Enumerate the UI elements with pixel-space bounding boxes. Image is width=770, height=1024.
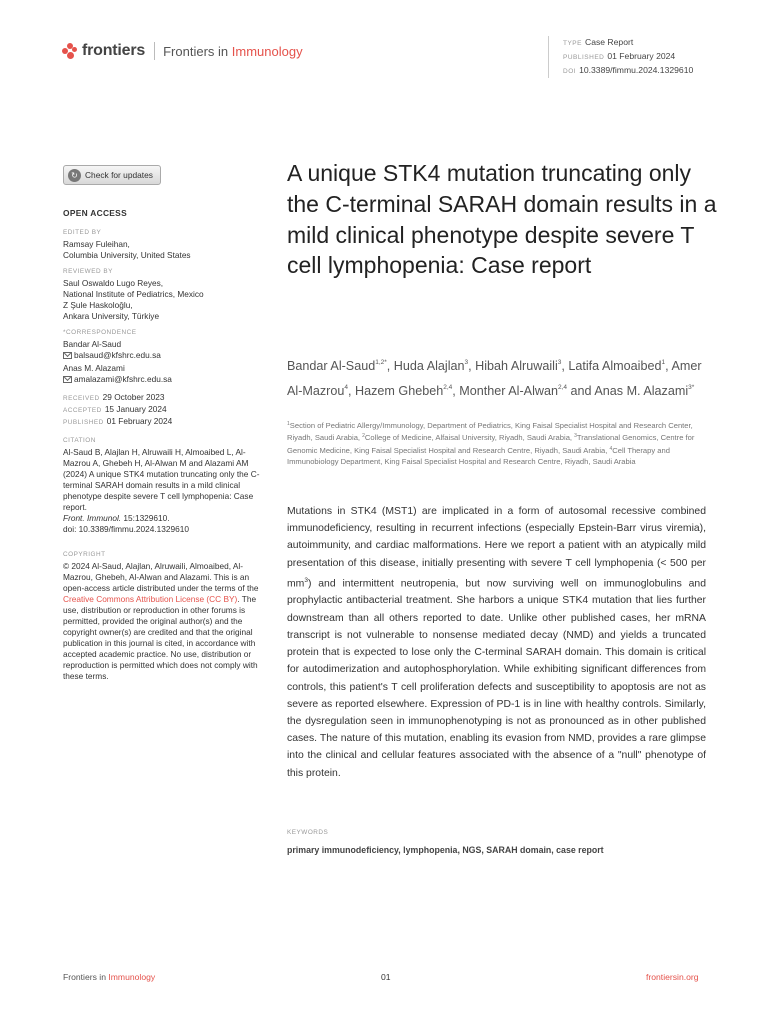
author-list: Bandar Al-Saud$^{1,2*}$, Huda Alajlan$^3$, Hibah Alruwaili$^3$, Latifa Almoaibed$^1$, Amer Al-Mazrou$^4$, Hazem Ghebeh$^{2,4}$, Monther Al-Alwan$^{2,4}$ and Anas M. Alazami$^{3*}$ — [287, 359, 702, 398]
journal-brand — [62, 40, 303, 62]
frontiers-logo-icon — [62, 43, 78, 59]
email-icon — [63, 376, 72, 383]
author[interactable]: Huda Alajlan$^3$ — [393, 359, 469, 373]
abstract: Mutations in STK4 (MST1) are implicated in a form of autosomal recessive combined immunodeficiency, resulting in recurrent infections (especially Epstein-Barr virus viremia), autoimmunity, and cardiac malformations. Here we report a patient with an atypically mild presentation of this disease, initially presenting with severe T cell lymphopenia (< 500 per $mm^3$) and intermittent neutropenia, but now surviving well on immunoglobulins and prophylactic antibacterial treatment. She harbors a unique STK4 mutation that lies further downstream than all others reported to date. Unlike other published cases, her mRNA transcript is not vulnerable to nonsense mediated decay (NMD) and yields a truncated protein that is expected to lose only the C-terminal SARAH domain. This domain is critical for autodimerization and autophosphorylation. While exhibiting significant differences from controls, this patient's T cell proliferation defects and susceptibility to apoptosis are not as severe as reported elsewhere. Expression of PD-1 is in line with healthy controls. Similarly, the dysregulation seen in immunophenotyping is not as pronounced as in other published cases. The nature of this mutation, enabling its evasion from NMD, provides a rare glimpse into the clinical and cellular features associated with the absence of a "null" phenotype of this protein. — [287, 506, 706, 779]
keywords: primary immunodeficiency, lymphopenia, NGS, SARAH domain, case report — [287, 845, 604, 855]
check-updates-button[interactable]: ↻ Check for updates — [63, 165, 161, 185]
email-link[interactable]: amalazami@kfshrc.edu.sa — [74, 374, 172, 384]
keywords-label: KEYWORDS — [287, 829, 329, 836]
received-date: 29 October 2023 — [102, 392, 165, 402]
affiliations: $^1$Section of Pediatric Allergy/Immunology, Department of Pediatrics, King Faisal Specialist Hospital and Research Center, Riyadh, Saudi Arabia, $^2$College of Medicine, Alfaisal University, Riyadh, Saudi Arabia, $^3$Translational Genomics, Centre for Genomic Medicine, King Faisal Specialist Hospital and Research Centre, Riyadh, Saudi Arabia, $^4$Cell Therapy and Immunobiology Department, King Faisal Specialist Hospital and Research Centre, Riyadh, Saudi Arabia — [287, 421, 695, 467]
license-link[interactable]: Creative Commons Attribution License (CC BY) — [63, 594, 238, 604]
brand-name: frontiers — [82, 42, 146, 59]
article-meta: TYPE Case Report PUBLISHED 01 February 2024 DOI 10.3389/fimmu.2024.1329610 — [548, 36, 693, 78]
reviewed-by-section: REVIEWED BY Saul Oswaldo Lugo Reyes, National Institute of Pediatrics, Mexico Z Şule Haskoloğlu, Ankara University, Türkiye — [63, 268, 204, 321]
refresh-icon: ↻ — [68, 169, 81, 182]
article-type: Case Report — [584, 37, 634, 47]
accepted-date: 15 January 2024 — [104, 404, 167, 414]
author[interactable]: Hibah Alruwaili$^3$ — [475, 359, 562, 373]
brand-divider — [154, 42, 155, 60]
copyright-section: COPYRIGHT © 2024 Al-Saud, Alajlan, Alruwaili, Almoaibed, Al-Mazrou, Ghebeh, Al-Alwan and Alazami. This is an open-access article distributed under the terms of the Creative Commons Attribution License (CC BY). The use, distribution or reproduction in other forums is permitted, provided the original author(s) and the copyright owner(s) are credited and that the original publication in this journal is cited, in accordance with accepted academic practice. No use, distribution or reproduction is permitted which does not comply with these terms. — [63, 551, 259, 681]
published-date: 01 February 2024 — [106, 416, 173, 426]
open-access-label: OPEN ACCESS — [63, 208, 127, 218]
author[interactable]: Latifa Almoaibed$^1$ — [568, 359, 666, 373]
author[interactable]: Amer Al-Mazrou$^4$ — [287, 359, 702, 398]
footer-site-link[interactable]: frontiersin.org — [646, 972, 699, 982]
dates-section: RECEIVED 29 October 2023 ACCEPTED 15 January 2024 PUBLISHED 01 February 2024 — [63, 392, 173, 426]
email-link[interactable]: balsaud@kfshrc.edu.sa — [74, 350, 161, 360]
correspondence-section: *CORRESPONDENCE Bandar Al-Saud balsaud@kfshrc.edu.sa Anas M. Alazami amalazami@kfshrc.edu.sa — [63, 329, 172, 384]
author[interactable]: Hazem Ghebeh$^{2,4}$ — [355, 384, 453, 398]
published-date: 01 February 2024 — [607, 51, 676, 61]
page-number: 01 — [381, 972, 391, 982]
author[interactable]: Bandar Al-Saud$^{1,2*}$ — [287, 359, 387, 373]
doi[interactable]: 10.3389/fimmu.2024.1329610 — [579, 65, 694, 75]
footer-journal: Frontiers in Immunology — [63, 972, 156, 982]
citation-section: CITATION Al-Saud B, Alajlan H, Alruwaili H, Almoaibed L, Al-Mazrou A, Ghebeh H, Al-Alwan M and Alazami AM (2024) A unique STK4 mutation truncating only the C-terminal SARAH domain results in a mild clinical phenotype despite severe T cell lymphopenia: Case report. Front. Immunol. 15:1329610. doi: 10.3389/fimmu.2024.1329610 — [63, 437, 260, 534]
article-title: A unique STK4 mutation truncating only the C-terminal SARAH domain results in a mild clinical phenotype despite severe T cell lymphopenia: Case report — [287, 160, 717, 279]
journal-name: Frontiers in Immunology — [163, 43, 303, 59]
email-icon — [63, 352, 72, 359]
author[interactable]: Anas M. Alazami$^{3*}$ — [594, 384, 695, 398]
edited-by-section: EDITED BY Ramsay Fuleihan, Columbia University, United States — [63, 229, 191, 260]
author[interactable]: Monther Al-Alwan$^{2,4}$ — [459, 384, 568, 398]
